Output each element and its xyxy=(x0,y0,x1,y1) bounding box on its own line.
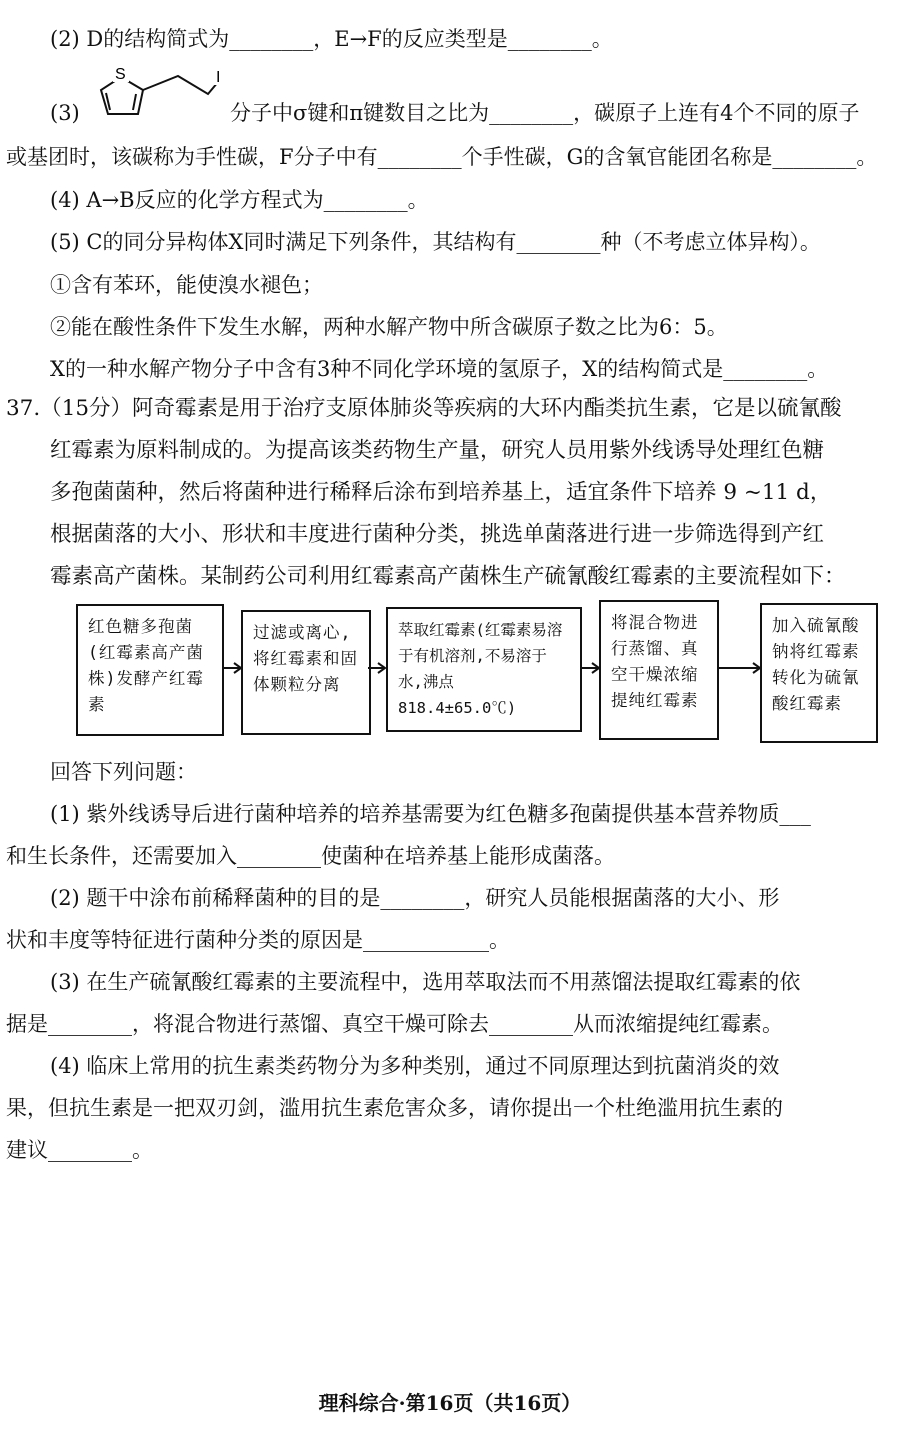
condition-2: ②能在酸性条件下发生水解，两种水解产物中所含碳原子数之比为6：5。 xyxy=(50,315,728,339)
part1-line-b: 和生长条件，还需要加入________使菌种在培养基上能形成菌落。 xyxy=(6,844,615,868)
q3-line-b: 或基团时，该碳称为手性碳，F分子中有________个手性碳，G的含氧官能团名称是________。 xyxy=(6,145,878,169)
flow-step-distillation: 将混合物进行蒸馏、真空干燥浓缩提纯红霉素 xyxy=(599,600,719,740)
flow-arrow-4 xyxy=(719,660,764,676)
flow-step-filtration: 过滤或离心,将红霉素和固体颗粒分离 xyxy=(241,610,371,735)
q37-line-c: 多孢菌菌种，然后将菌种进行稀释后涂布到培养基上，适宜条件下培养 9 ~11 d， xyxy=(50,480,832,505)
q5-line: (5) C的同分异构体X同时满足下列条件，其结构有________种（不考虑立体异构）。 xyxy=(50,230,821,254)
answer-intro: 回答下列问题： xyxy=(50,760,197,784)
q37-line-b: 红霉素为原料制成的。为提高该类药物生产量，研究人员用紫外线诱导处理红色糖 xyxy=(50,438,825,463)
part4-line-c: 建议________。 xyxy=(6,1138,153,1162)
q2-line: (2) D的结构简式为________，E→F的反应类型是________。 xyxy=(50,27,613,51)
q4-line: (4) A→B反应的化学方程式为________。 xyxy=(50,188,429,212)
condition-3: X的一种水解产物分子中含有3种不同化学环境的氢原子，X的结构简式是________。 xyxy=(50,357,829,381)
iodine-atom-label: I xyxy=(216,69,221,86)
q37-line-a: 37.（15分）阿奇霉素是用于治疗支原体肺炎等疾病的大环内酯类抗生素，它是以硫氰酸 xyxy=(6,396,842,421)
condition-1: ①含有苯环，能使溴水褪色； xyxy=(50,273,323,297)
part2-line-a: (2) 题干中涂布前稀释菌种的目的是________，研究人员能根据菌落的大小、形 xyxy=(50,886,780,910)
part4-line-a: (4) 临床上常用的抗生素类药物分为多种类别，通过不同原理达到抗菌消炎的效 xyxy=(50,1054,780,1078)
flow-step-fermentation: 红色糖多孢菌(红霉素高产菌株)发酵产红霉素 xyxy=(76,604,224,736)
q3-line-a: 分子中σ键和π键数目之比为________，碳原子上连有4个不同的原子 xyxy=(230,101,860,125)
q37-line-d: 根据菌落的大小、形状和丰度进行菌种分类，挑选单菌落进行进一步筛选得到产红 xyxy=(50,522,825,547)
part3-line-b: 据是________，将混合物进行蒸馏、真空干燥可除去________从而浓缩提纯红霉素。 xyxy=(6,1012,783,1036)
part1-line-a: (1) 紫外线诱导后进行菌种培养的培养基需要为红色糖多孢菌提供基本营养物质___ xyxy=(50,802,811,826)
flow-step-conversion: 加入硫氰酸钠将红霉素转化为硫氰酸红霉素 xyxy=(760,603,878,743)
part4-line-b: 果，但抗生素是一把双刃剑，滥用抗生素危害众多，请你提出一个杜绝滥用抗生素的 xyxy=(6,1096,783,1120)
part2-line-b: 状和丰度等特征进行菌种分类的原因是____________。 xyxy=(6,928,510,952)
q3-prefix: (3) xyxy=(50,101,80,125)
page-footer: 理科综合·第16页（共16页） xyxy=(318,1391,582,1415)
flow-arrow-2 xyxy=(368,660,388,676)
q37-line-e: 霉素高产菌株。某制药公司利用红霉素高产菌株生产硫氰酸红霉素的主要流程如下： xyxy=(50,564,846,589)
sulfur-atom-label: S xyxy=(115,66,126,83)
flow-step-extraction: 萃取红霉素(红霉素易溶于有机溶剂,不易溶于水,沸点818.4±65.0℃) xyxy=(386,607,582,732)
thiophene-structure xyxy=(96,62,241,122)
part3-line-a: (3) 在生产硫氰酸红霉素的主要流程中，选用萃取法而不用蒸馏法提取红霉素的依 xyxy=(50,970,801,994)
